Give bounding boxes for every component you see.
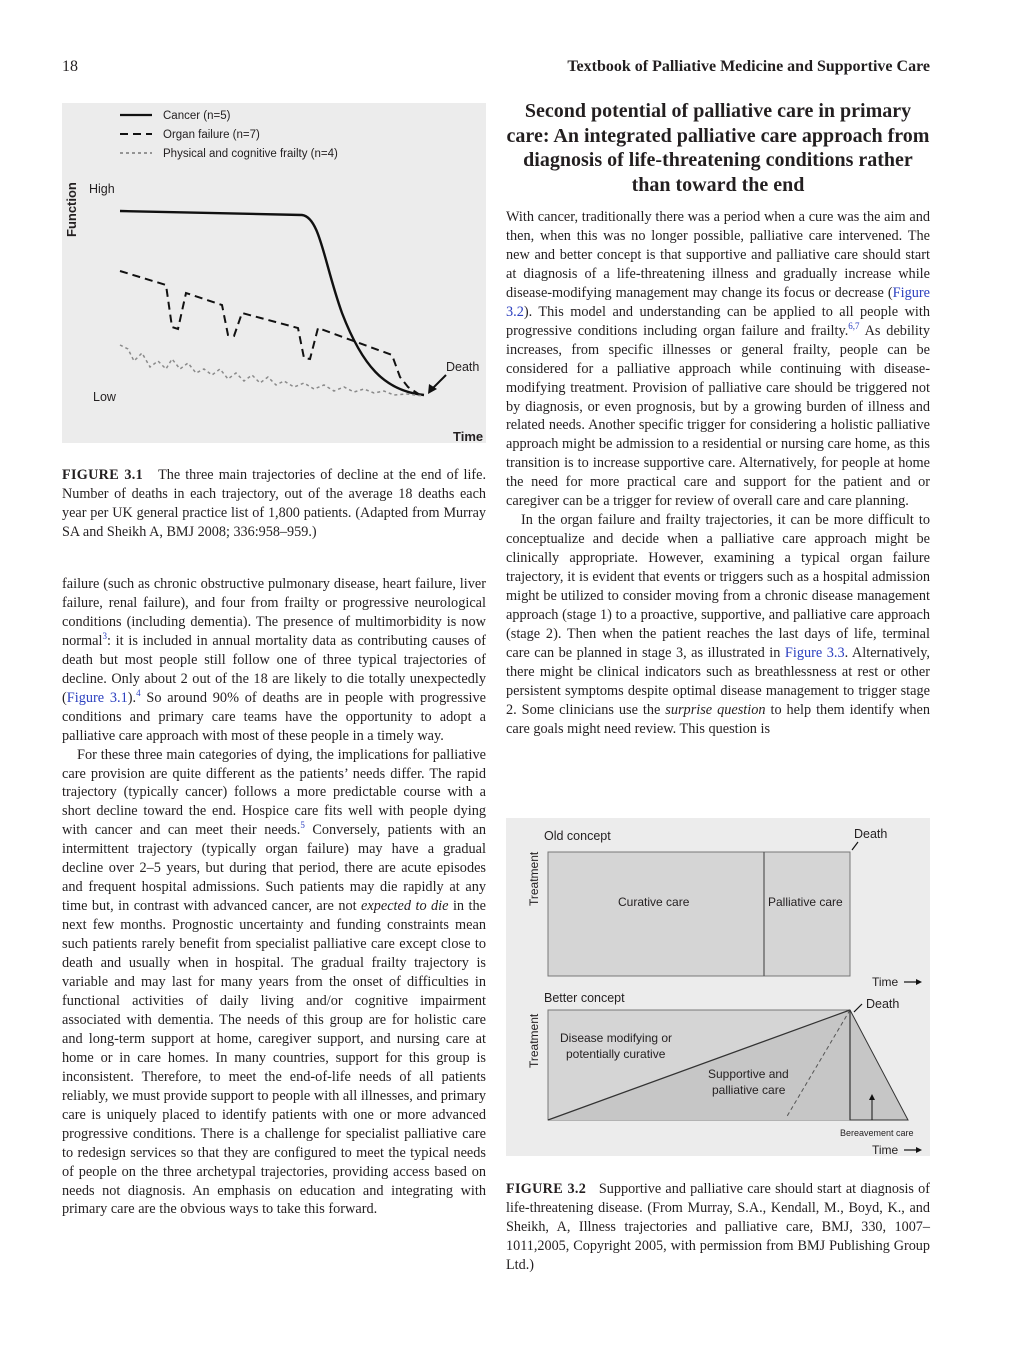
legend-frailty: Physical and cognitive frailty (n=4) bbox=[163, 148, 338, 160]
bereavement-label: Bereavement care bbox=[840, 1128, 914, 1138]
death-top-pointer bbox=[852, 842, 858, 850]
figure-3-2-link[interactable]: Figure 3.2 bbox=[506, 284, 930, 320]
citation-ref[interactable]: 4 bbox=[136, 687, 141, 698]
organ-failure-line bbox=[120, 271, 420, 395]
trajectory-chart bbox=[62, 103, 486, 443]
citation-ref[interactable]: 5 bbox=[300, 820, 305, 831]
page-number: 18 bbox=[62, 58, 78, 75]
figure-3-2 bbox=[506, 818, 930, 1156]
care-concept-diagram bbox=[506, 818, 930, 1156]
frailty-line bbox=[120, 345, 424, 396]
x-axis-label: Time bbox=[453, 429, 484, 443]
text-run: ). bbox=[127, 689, 137, 706]
right-column-text bbox=[506, 208, 930, 739]
treatment-top-label: Treatment bbox=[527, 851, 541, 906]
cancer-line bbox=[120, 211, 424, 395]
better-concept-label: Better concept bbox=[544, 991, 625, 1005]
figure-3-1-caption bbox=[62, 466, 486, 542]
treatment-bottom-label: Treatment bbox=[527, 1013, 541, 1068]
figure-3-1-caption-text: The three main trajectories of decline at the end of life. Number of deaths in each trajectory, out of the average 18 deaths each year per UK general practice list of 1,800 patients. (Adapted from Murray SA and Sheikh A, BMJ 2008; 336:958–959.) bbox=[62, 467, 486, 540]
figure-3-1-link[interactable]: Figure 3.1 bbox=[66, 689, 128, 706]
left-column-text bbox=[62, 575, 486, 1219]
disease-modifying-label-1: Disease modifying or bbox=[560, 1031, 673, 1045]
bereavement-wedge bbox=[850, 1010, 908, 1120]
text-run: failure (such as chronic obstructive pulmonary disease, heart failure, liver failure, renal failure), and four from frailty or progressive neurological conditions (including dementia). The presence of multimorbidity is now normal bbox=[62, 576, 486, 649]
legend-cancer: Cancer (n=5) bbox=[163, 110, 231, 122]
citation-ref[interactable]: 6,7 bbox=[848, 320, 860, 331]
emphasis-text: surprise question bbox=[665, 701, 766, 718]
text-run: . Alternatively, there might be clinical indicators such as breathlessness at rest or other persistent symptoms despite optimal disease management to trigger stage 2. Some clinicians use the bbox=[506, 644, 930, 718]
figure-3-1 bbox=[62, 103, 486, 443]
text-run: Conversely, patients with an intermittent trajectory (typically organ failure) may have a gradual decline over 2–5 years, but during that period, there are acute episodes and frequent hospital admissions. Such patients may die rapidly at any time but, in contrast with advanced cancer, are not bbox=[62, 822, 486, 915]
right-paragraph-1 bbox=[506, 208, 930, 511]
text-run: ). This model and understanding can be applied to all people with progressive conditions including organ failure and frailty. bbox=[506, 303, 930, 339]
death-bottom-pointer bbox=[854, 1004, 862, 1012]
right-paragraph-2 bbox=[506, 511, 930, 738]
time-top-label: Time bbox=[872, 975, 899, 989]
running-header-title: Textbook of Palliative Medicine and Supportive Care bbox=[567, 58, 930, 75]
figure-3-3-link[interactable]: Figure 3.3 bbox=[784, 644, 845, 661]
figure-3-2-caption-label: FIGURE 3.2 bbox=[506, 1181, 587, 1197]
death-bottom-label: Death bbox=[866, 997, 900, 1011]
figure-3-1-caption-label: FIGURE 3.1 bbox=[62, 467, 144, 483]
citation-ref[interactable]: 3 bbox=[102, 631, 107, 642]
section-title: Second potential of palliative care in primary care: An integrated palliative care approach from diagnosis of life-threatening conditions rather than toward the end bbox=[506, 100, 930, 196]
emphasis-text: expected to die bbox=[361, 898, 449, 915]
time-top-arrowhead bbox=[916, 979, 922, 985]
time-bottom-arrowhead bbox=[916, 1147, 922, 1153]
left-paragraph-2 bbox=[62, 746, 486, 1220]
figure-3-2-caption-text: Supportive and palliative care should start at diagnosis of life-threatening disease. (From Murray, S.A., Kendall, M., Boyd, K., and Sheikh, A, Illness trajectories and palliative care, BMJ, 330, 1007–1011,2005, Copyright 2005, with permission from BMJ Publishing Group Ltd.) bbox=[506, 1181, 930, 1273]
supportive-label-2: palliative care bbox=[712, 1083, 786, 1097]
y-low-label: Low bbox=[93, 390, 116, 404]
text-run: For these three main categories of dying, the implications for palliative care provision are quite different as the patients’ needs differ. The rapid trajectory (typically cancer) follows a more predictable course with a short decline toward the end. Hospice care fits well with people dying with cancer and can meet their needs. bbox=[62, 746, 486, 839]
y-high-label: High bbox=[89, 182, 115, 196]
old-concept-box bbox=[548, 852, 850, 976]
text-run: So around 90% of deaths are in people with progressive conditions and primary care teams have the opportunity to adopt a palliative care approach with most of these people in a timely way. bbox=[62, 689, 486, 744]
palliative-care-label: Palliative care bbox=[768, 895, 843, 909]
death-label: Death bbox=[446, 360, 480, 374]
time-bottom-label: Time bbox=[872, 1143, 899, 1156]
death-top-label: Death bbox=[854, 827, 888, 841]
legend-organ-failure: Organ failure (n=7) bbox=[163, 129, 260, 141]
text-run: : it is included in annual mortality data as contributing causes of death but most people still follow one of three typical trajectories of decline. Only about 2 out of the 18 are likely to die totally unexpectedly ( bbox=[62, 632, 486, 706]
left-paragraph-1 bbox=[62, 575, 486, 746]
supportive-label-1: Supportive and bbox=[708, 1067, 789, 1081]
death-arrow-line bbox=[432, 375, 446, 389]
text-run: in the next few months. Prognostic uncertainty and funding constraints mean such patients rarely benefit from specialist palliative care except close to death and usually when in hospital. The gradual frailty trajectory is variable and may last for many years from the onset of difficulties in functional activities of daily living and/or cognitive impairment associated with dementia. The needs of this group are for holistic care and long-term support at home, caregiver support, and nursing care at home or in care homes. In many countries, support for this group is inconsistent. Therefore, to meet the end-of-life needs of all patients reliably, we must provide support to people with all illnesses, and primary care is uniquely placed to identify patients with one or more advanced progressive conditions. There is a challenge for specialist palliative care to redesign services so that they are configured to meet the typical needs of people on the three archetypal trajectories, providing access based on needs not diagnosis. An emphasis on education and integrating with primary care are the obvious ways to take this forward. bbox=[62, 898, 486, 1218]
text-run: to help them identify when care goals might need review. This question is bbox=[506, 701, 930, 737]
old-concept-label: Old concept bbox=[544, 829, 611, 843]
text-run: With cancer, traditionally there was a period when a cure was the aim and then, when this was no longer possible, palliative care intervened. The new and better concept is that supportive and palliative care should start at diagnosis of a life-threatening illness and gradually increase while disease-modifying management may change its focus or decrease ( bbox=[506, 209, 930, 301]
curative-care-label: Curative care bbox=[618, 895, 690, 909]
disease-modifying-label-2: potentially curative bbox=[566, 1047, 666, 1061]
text-run: As debility increases, from specific illnesses or general frailty, people can be considered for a palliative approach while continuing with disease-modifying treatment. Provision of palliative care should be triggered not by diagnosis, or even prognosis, but by a growing burden of illness and related needs. Another specific trigger for considering a holistic palliative approach might be admission to a residential or nursing care home, as this transition is to increase supportive care. Alternatively, for people at home the need for more practical care and support for the patient and or caregiver can be a trigger for review of overall care and care planning. bbox=[506, 322, 930, 510]
figure-3-2-caption bbox=[506, 1180, 930, 1275]
y-axis-label: Function bbox=[64, 182, 79, 237]
text-run: In the organ failure and frailty trajectories, it can be more difficult to conceptualize and decide when a palliative care approach might be clinically appropriate. However, examining a typical organ failure trajectory, it is evident that events or triggers such as a hospital admission might be utilized to consider moving from a chronic disease management approach (stage 1) to a proactive, supportive, and palliative care approach (stage 2). Then when the patient reaches the last days of life, terminal care can be planned in stage 3, as illustrated in bbox=[506, 512, 930, 661]
